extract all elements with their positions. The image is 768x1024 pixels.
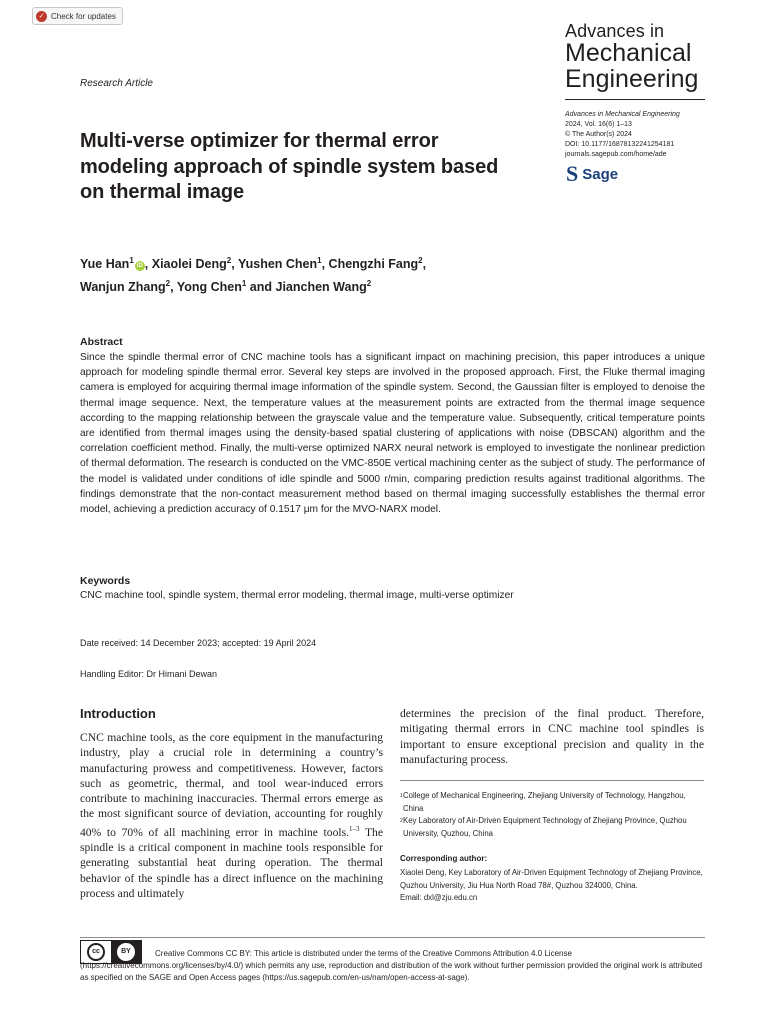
meta-doi[interactable]: DOI: 10.1177/16878132241254181	[565, 141, 675, 148]
author-name: Chengzhi Fang	[328, 257, 419, 272]
intro-text-part-2: The spindle is a critical component in machine tools responsible for generating substantial heat during operation. The thermal behavior of the spindle has a direct influence on the machining process and ultimately	[80, 825, 383, 900]
introduction-heading: Introduction	[80, 706, 156, 721]
journal-name-line-3: Engineering	[565, 65, 699, 93]
affiliation-item	[400, 815, 705, 840]
creative-commons-icon: cc	[87, 943, 105, 961]
author-affiliation-marker: 1	[129, 256, 134, 265]
author-name: Yue Han	[80, 257, 130, 272]
check-for-updates-label: Check for updates	[51, 11, 116, 21]
author-name: Wanjun Zhang	[80, 280, 166, 295]
corresponding-author-address: Xiaolei Deng, Key Laboratory of Air-Driven Equipment Technology of Zhejiang Province, Quzhou University, Jiu Hua North Road 78#, Quzhou 324000, China.	[400, 868, 703, 890]
corresponding-author-email[interactable]: Email: dxl@zju.edu.cn	[400, 893, 478, 902]
article-type: Research Article	[80, 78, 153, 89]
date-received: Date received: 14 December 2023; accepted: 19 April 2024	[80, 638, 317, 648]
author-name: Yong Chen	[176, 280, 242, 295]
license-divider	[80, 937, 705, 938]
abstract-heading: Abstract	[80, 336, 123, 348]
meta-journal-name: Advances in Mechanical Engineering	[565, 111, 680, 118]
journal-masthead	[565, 22, 698, 92]
author-affiliation-marker: 2	[366, 279, 372, 289]
corresponding-author-heading: Corresponding author:	[400, 854, 488, 863]
author-list: Yue Han$^1$iD , Xiaolei Deng$^2$, Yushen Chen$^1$, Chengzhi Fang$^2$, Wanjun Zhang$^2$, Yong Chen$^1$ and Jianchen Wang$^2$	[80, 256, 427, 295]
author-name: Jianchen Wang	[275, 280, 367, 295]
author-affiliation-marker: 2	[418, 256, 423, 265]
orcid-icon[interactable]: iD	[136, 263, 143, 270]
affiliation-text: College of Mechanical Engineering, Zhejiang University of Technology, Hangzhou, China	[403, 791, 686, 813]
paper-title: Multi-verse optimizer for thermal error modeling approach of spindle system based on thermal image	[80, 130, 499, 203]
journal-name-line-1: Advances in	[565, 21, 665, 41]
meta-journal-url[interactable]: journals.sagepub.com/home/ade	[565, 151, 667, 158]
author-affiliation-marker: 2	[226, 256, 232, 265]
author-affiliation-marker: 1	[241, 279, 247, 289]
author-affiliation-marker: 2	[165, 279, 171, 289]
introduction-right-column: determines the precision of the final product. Therefore, mitigating thermal errors in CNC machine tool spindles is important to ensure exceptional precision and quality in the manufacturing process.	[400, 707, 704, 766]
author-affiliation-marker: 1	[317, 256, 322, 265]
publisher-logo	[566, 163, 618, 185]
attribution-icon: BY	[117, 943, 135, 961]
intro-text-part-1: CNC machine tools, as the core equipment in the manufacturing industry, play a crucial role in determining a country’s manufacturing prowess and competitiveness. However, factors such as geometric, thermal, and tool wear-induced errors contribute to machining inaccuracies. Thermal errors emerge as the most significant source of deviation, accounting for roughly 40% to 70% of all machining error in machine tools.	[80, 731, 383, 839]
author-name: Xiaolei Deng	[151, 257, 227, 272]
masthead-divider	[565, 99, 705, 100]
affiliation-text: Key Laboratory of Air-Driven Equipment Technology of Zhejiang Province, Quzhou University, Quzhou, China	[403, 816, 687, 838]
abstract-text: Since the spindle thermal error of CNC machine tools has a significant impact on machining precision, this paper introduces a unique approach for modeling spindle thermal error. Several key steps are involved in the proposed approach. First, the Fluke thermal imaging camera is employed for acquiring thermal image information of the spindle system. Second, the Gaussian filter is employed to denoise the thermal image sequence. Next, the temperature values at the measurement points are extracted from the thermal image sequence according to the mapping relationship between the grayscale value and the temperature value. Subsequently, critical temperature points are identified from thermal images using the density-based spatial clustering of applications with noise (DBSCAN) algorithm and the correlation coefficient method. Finally, the multi-verse optimized NARX neural network is employed to investigate the nonlinear prediction of thermal deformation. The research is conducted on the VMC-850E vertical machining center as the subject of study. The performance of the model is validated under conditions of idle spindle and 5000 r/min, comparing prediction results against traditional algorithms. The findings demonstrate that the non-contact measurement method based on thermal imaging successfully establishes the thermal error model, achieving a prediction accuracy of 0.1517 μm for the MVO-NARX model.	[80, 352, 705, 516]
footnote-divider	[400, 780, 704, 781]
meta-volume: 2024, Vol. 16(6) 1–13	[565, 121, 632, 128]
affiliations	[400, 790, 705, 840]
check-for-updates-icon: ✓	[36, 11, 47, 22]
affiliation-number: 1	[400, 793, 403, 799]
sage-wordmark: Sage	[582, 165, 619, 183]
affiliation-item	[400, 790, 705, 815]
introduction-left-column	[80, 730, 383, 901]
journal-metadata	[565, 110, 680, 160]
keywords-text: CNC machine tool, spindle system, thermal error modeling, thermal image, multi-verse optimizer	[80, 590, 514, 601]
citation-superscript[interactable]: 1–3	[349, 824, 360, 833]
sage-s-icon: S	[566, 161, 579, 186]
affiliation-number: 2	[400, 818, 403, 824]
meta-copyright: © The Author(s) 2024	[565, 131, 632, 138]
journal-name-line-2: Mechanical	[565, 39, 692, 67]
keywords-heading: Keywords	[80, 575, 131, 587]
corresponding-author-details	[400, 867, 705, 905]
handling-editor: Handling Editor: Dr Himani Dewan	[80, 669, 218, 679]
check-for-updates-badge[interactable]	[32, 7, 123, 25]
author-name: Yushen Chen	[237, 257, 318, 272]
license-text: Creative Commons CC BY: This article is distributed under the terms of the Creative Commons Attribution 4.0 License (https://creativecommons.org/licenses/by/4.0/) which permits any use, reproduction and distribution of the work without further permission provided the original work is attributed as specified on the SAGE and Open Access pages (https://us.sagepub.com/en-us/nam/open-access-at-sage).	[80, 949, 703, 983]
